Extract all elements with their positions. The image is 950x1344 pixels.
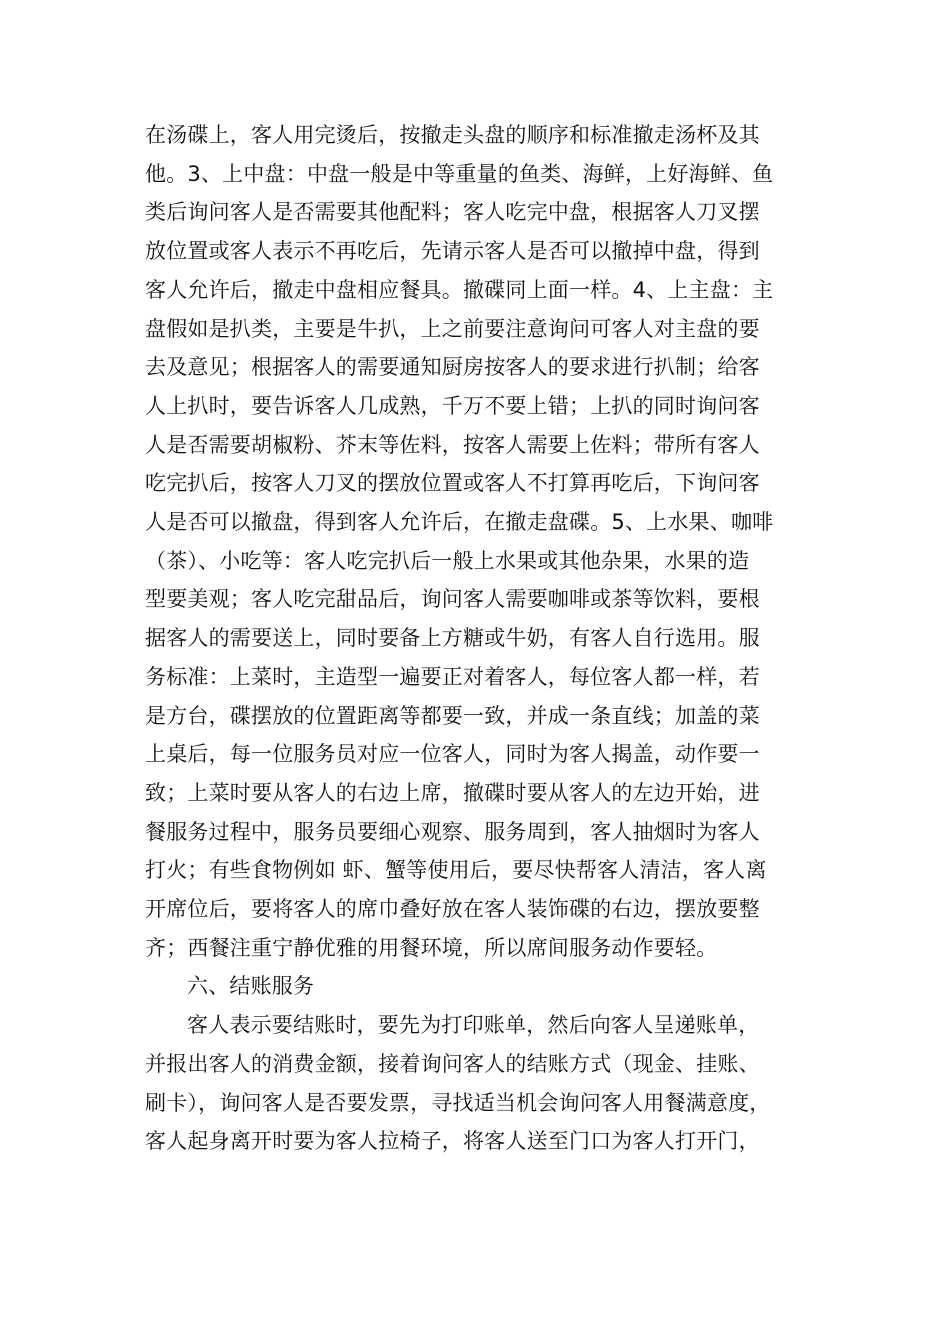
text-line: 吃完扒后，按客人刀叉的摆放位置或客人不打算再吃后，下询问客 <box>145 471 760 496</box>
text-line: 开席位后，要将客人的席巾叠好放在客人装饰碟的右边，摆放要整 <box>145 897 760 922</box>
text-line: 务标准：上菜时，主造型一遍要正对着客人，每位客人都一样，若 <box>145 664 760 689</box>
text-line: 打火；有些食物例如 虾、蟹等使用后，要尽快帮客人清洁，客人离 <box>145 858 767 883</box>
text-line: 是方台，碟摆放的位置距离等都要一致，并成一条直线；加盖的菜 <box>145 703 760 728</box>
text-line: 上桌后，每一位服务员对应一位客人，同时为客人揭盖，动作要一 <box>145 742 760 767</box>
text-line: 客人表示要结账时，要先为打印账单，然后向客人呈递账单， <box>187 1013 760 1038</box>
paragraph-checkout <box>145 1006 807 1161</box>
text-line: 放位置或客人表示不再吃后，先请示客人是否可以撤掉中盘，得到 <box>145 239 760 264</box>
text-line: （茶）、小吃等：客人吃完扒后一般上水果或其他杂果，水果的造 <box>145 548 750 573</box>
document-body <box>145 116 807 1161</box>
text-line: 据客人的需要送上，同时要备上方糖或牛奶，有客人自行选用。服 <box>145 626 760 651</box>
text-line: 齐；西餐注重宁静优雅的用餐环境，所以席间服务动作要轻。 <box>145 935 718 960</box>
text-line: 盘假如是扒类，主要是牛扒，上之前要注意询问可客人对主盘的要 <box>145 316 760 341</box>
text-line: 在汤碟上，客人用完烫后，按撤走头盘的顺序和标准撤走汤杯及其 <box>145 123 760 147</box>
paragraph-service-steps <box>145 116 807 967</box>
text-line: 致；上菜时要从客人的右边上席，撤碟时要从客人的左边开始，进 <box>145 780 760 805</box>
text-line: 人上扒时，要告诉客人几成熟，千万不要上错；上扒的同时询问客 <box>145 393 760 418</box>
text-line: 去及意见；根据客人的需要通知厨房按客人的要求进行扒制；给客 <box>145 355 760 380</box>
text-line: 人是否可以撤盘，得到客人允许后，在撤走盘碟。5、上水果、咖啡 <box>145 510 774 535</box>
text-line: 人是否需要胡椒粉、芥末等佐料，按客人需要上佐料；带所有客人 <box>145 432 760 457</box>
text-line: 型要美观；客人吃完甜品后，询问客人需要咖啡或茶等饮料，要根 <box>145 587 760 612</box>
text-line: 刷卡），询问客人是否要发票，寻找适当机会询问客人用餐满意度， <box>145 1090 771 1115</box>
section-heading: 六、结账服务 <box>187 974 315 999</box>
text-line: 他。3、上中盘：中盘一般是中等重量的鱼类、海鲜，上好海鲜、鱼 <box>145 161 774 186</box>
text-line: 并报出客人的消费金额，接着询问客人的结账方式（现金、挂账、 <box>145 1051 760 1076</box>
text-line: 客人允许后，撤走中盘相应餐具。撤碟同上面一样。4、上主盘：主 <box>145 277 774 302</box>
text-line: 餐服务过程中，服务员要细心观察、服务周到，客人抽烟时为客人 <box>145 819 760 844</box>
text-line: 类后询问客人是否需要其他配料；客人吃完中盘，根据客人刀叉摆 <box>145 200 760 225</box>
text-line: 客人起身离开时要为客人拉椅子，将客人送至门口为客人打开门， <box>145 1129 760 1154</box>
